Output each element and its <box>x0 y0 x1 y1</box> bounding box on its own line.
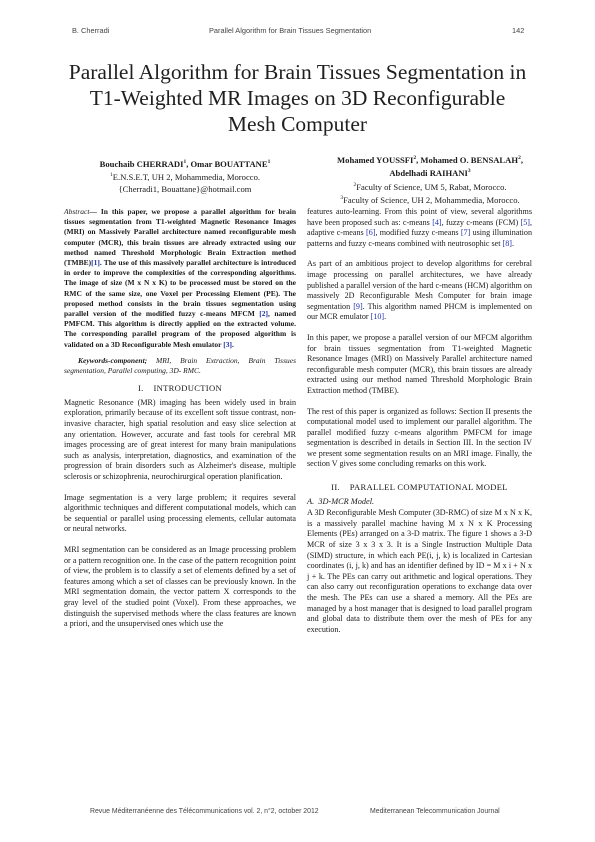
citation-link[interactable]: [4] <box>432 217 442 227</box>
citation-link[interactable]: [1] <box>91 258 100 268</box>
intro-paragraph-4: features auto-learning. From this point of view, several algorithms have been proposed such as: c-means [4], fuzzy c-means (FCM) [5], adaptive c-means [6], modified fuzzy c-means [7] using illumination patterns and fuzzy c-means combined with neutrosophic set [8]. <box>307 207 532 248</box>
citation-link[interactable]: [2] <box>259 309 269 319</box>
right-column <box>307 207 532 635</box>
authors-left-block <box>70 157 300 195</box>
paper-title <box>0 59 595 137</box>
intro-paragraph-7: The rest of this paper is organized as follows: Section II presents the computational model used to implement our parallel algorithm. The parallel modified fuzzy c-means algorithm PMFCM for image segmentation is described in details in Section III. In the section IV we present some segmentation results on an MRI image. Finally, the section V gives some concluding remarks on this work. <box>307 406 532 469</box>
intro-paragraph-2: Image segmentation is a very large problem; it requires several algorithmic techniques and different computational models, which can be sequential or parallel using processing elements, cellular automata or neural networks. <box>64 492 296 534</box>
section-heading-parallel-model: II. PARALLEL COMPUTATIONAL MODEL <box>331 482 508 493</box>
authors-left-emails: {Cherradi1, Bouattane}@hotmail.com <box>118 183 252 194</box>
intro-paragraph-1: Magnetic Resonance (MR) imaging has been widely used in brain exploration, primarily because of its excellent soft tissue contrast, non-invasive character, high spatial resolution and easy slice selection at any orientation. However, accurate and fast tools for cerebral MR images processing are of great interest for many brain manipulations such as analysis, interpretation, diagnostics, and examination of the progression of brain disorders such as Alzheimer's disease, multiple sclerosis or schizophrenia, neurochirurgical operation planification. <box>64 397 296 481</box>
authors-right-names-line1: Mohamed YOUSSFI$^2$, Mohamed O. BENSALAH$^2$, <box>337 154 523 165</box>
model-paragraph: A 3D Reconfigurable Mesh Computer (3D-RMC) of size M x N x K, is a massively parallel machine having M x N x K Processing Elements (PEs) arranged on a 3-D matrix. The figure 1 shows a 3-D MCR of size 3 x 3 x 3. It is a Single Instruction Multiple Data (SIMD) structure, in which each PE(i, j, k) is localized in Cartesian coordinates (i, j, k) and has an identifier defined by ID = M x i + N x j + k. The PEs can carry out arithmetic and logical operations. They can also carry out reconfiguration operations to exchange data over the mesh. The PEs can use a shared a memory. All the PEs are managed by a host manager that is designed to load parallel program and global data to distribute them over the mesh of PEs for any execution. <box>307 508 532 634</box>
citation-link[interactable]: [5] <box>520 217 530 227</box>
citation-link[interactable]: [6] <box>366 228 376 238</box>
citation-link[interactable]: [9] <box>353 301 363 311</box>
authors-right-names-line2: Abdelhadi RAIHANI$^3$ <box>389 168 471 179</box>
authors-left-affiliation: $^1$E.N.S.E.T, UH 2, Mohammedia, Morocco. <box>109 172 261 183</box>
running-header-title: Parallel Algorithm for Brain Tissues Segmentation <box>209 26 372 35</box>
authors-right-affiliation-2: $^2$Faculty of Science, UM 5, Rabat, Morocco. <box>353 181 507 192</box>
intro-paragraph-6: In this paper, we propose a parallel version of our MFCM algorithm for brain tissues segmentation from T1-weighted Magnetic Resonance Images (MRI) on Massively Parallel architecture named reconfigurable mesh computer (MCR), this brain tissues are already extracted using our method named Threshold Morphologic Brain Extraction method (TMBE). <box>307 332 532 395</box>
citation-link[interactable]: [8] <box>502 238 512 248</box>
title-line-3: Mesh Computer <box>227 112 368 136</box>
footer-journal-english: Mediterranean Telecommunication Journal <box>370 808 500 815</box>
title-line-1: Parallel Algorithm for Brain Tissues Segmentation in <box>68 60 527 84</box>
authors-left-names: Bouchaib CHERRADI$^1$, Omar BOUATTANE$^1$ <box>99 158 271 169</box>
citation-link[interactable]: [7] <box>460 228 471 238</box>
running-header-author: B. Cherradi <box>72 26 110 35</box>
page-number: 142 <box>512 26 525 35</box>
authors-right-affiliation-3: $^3$Faculty of Science, UH 2, Mohammedia, Morocco. <box>340 194 520 205</box>
intro-paragraph-5: As part of an ambitious project to develop algorithms for cerebral image processing on parallel architectures, we have already published a parallel version of the hard c-means (HCM) algorithm on massively 2D Reconfigurable Mesh Computer for brain image segmentation [9]. This algorithm named PHCM is implemented on our MCR emulator [10]. <box>307 259 532 322</box>
citation-link[interactable]: [3] <box>223 339 232 349</box>
section-heading-introduction: I. INTRODUCTION <box>138 383 222 394</box>
subsection-heading-3d-mcr: A. 3D-MCR Model. <box>307 496 375 506</box>
intro-paragraph-3: MRI segmentation can be considered as an Image processing problem or a pattern recognition one. In the case of the pattern recognition point of view, the problem is to classify a set of elements defined by a set of features among which a set of classes can be previously known. In the MRI segmentation domain, the vector pattern X corresponds to the gray level of the studied point (Voxel). From these approaches, we distinguish the supervised methods where the class features are known a priori, and the unsupervised ones which use the <box>64 544 296 629</box>
abstract: Abstract— In this paper, we propose a parallel algorithm for brain tissues segmentation from T1-weighted Magnetic Resonance Images (MRI) on Massively Parallel architecture named reconfigurable mesh computer (MCR), this brain tissues are already extracted using our method named Threshold Morphologic Brain Extraction method (TMBE)[1]. The use of this massively parallel architecture is introduced in order to improve the complexities of the corresponding algorithms. The image of size (M x N x K) to be processed must be stored on the RMC of the same size, one Voxel per Processing Element (PE). The proposed method consists in the brain tissues segmentation using parallel version of the modified fuzzy c-means MFCM [2], named PMFCM. This algorithm is directly applied on the extracted volume. The corresponding parallel program of the proposed algorithm is validated on a 3D Reconfigurable Mesh emulator [3]. <box>64 207 297 349</box>
title-line-2: T1-Weighted MR Images on 3D Reconfigurable <box>89 86 506 110</box>
left-column <box>64 207 296 630</box>
authors-right-block <box>310 153 550 206</box>
keywords: Keywords-component; MRI, Brain Extraction, Brain Tissues segmentation, Parallel computing, 3D- RMC. <box>64 355 296 376</box>
citation-link[interactable]: [10] <box>370 312 385 322</box>
footer-journal-french: Revue Méditerranéenne des Télécommunications vol. 2, n°2, october 2012 <box>90 808 319 815</box>
